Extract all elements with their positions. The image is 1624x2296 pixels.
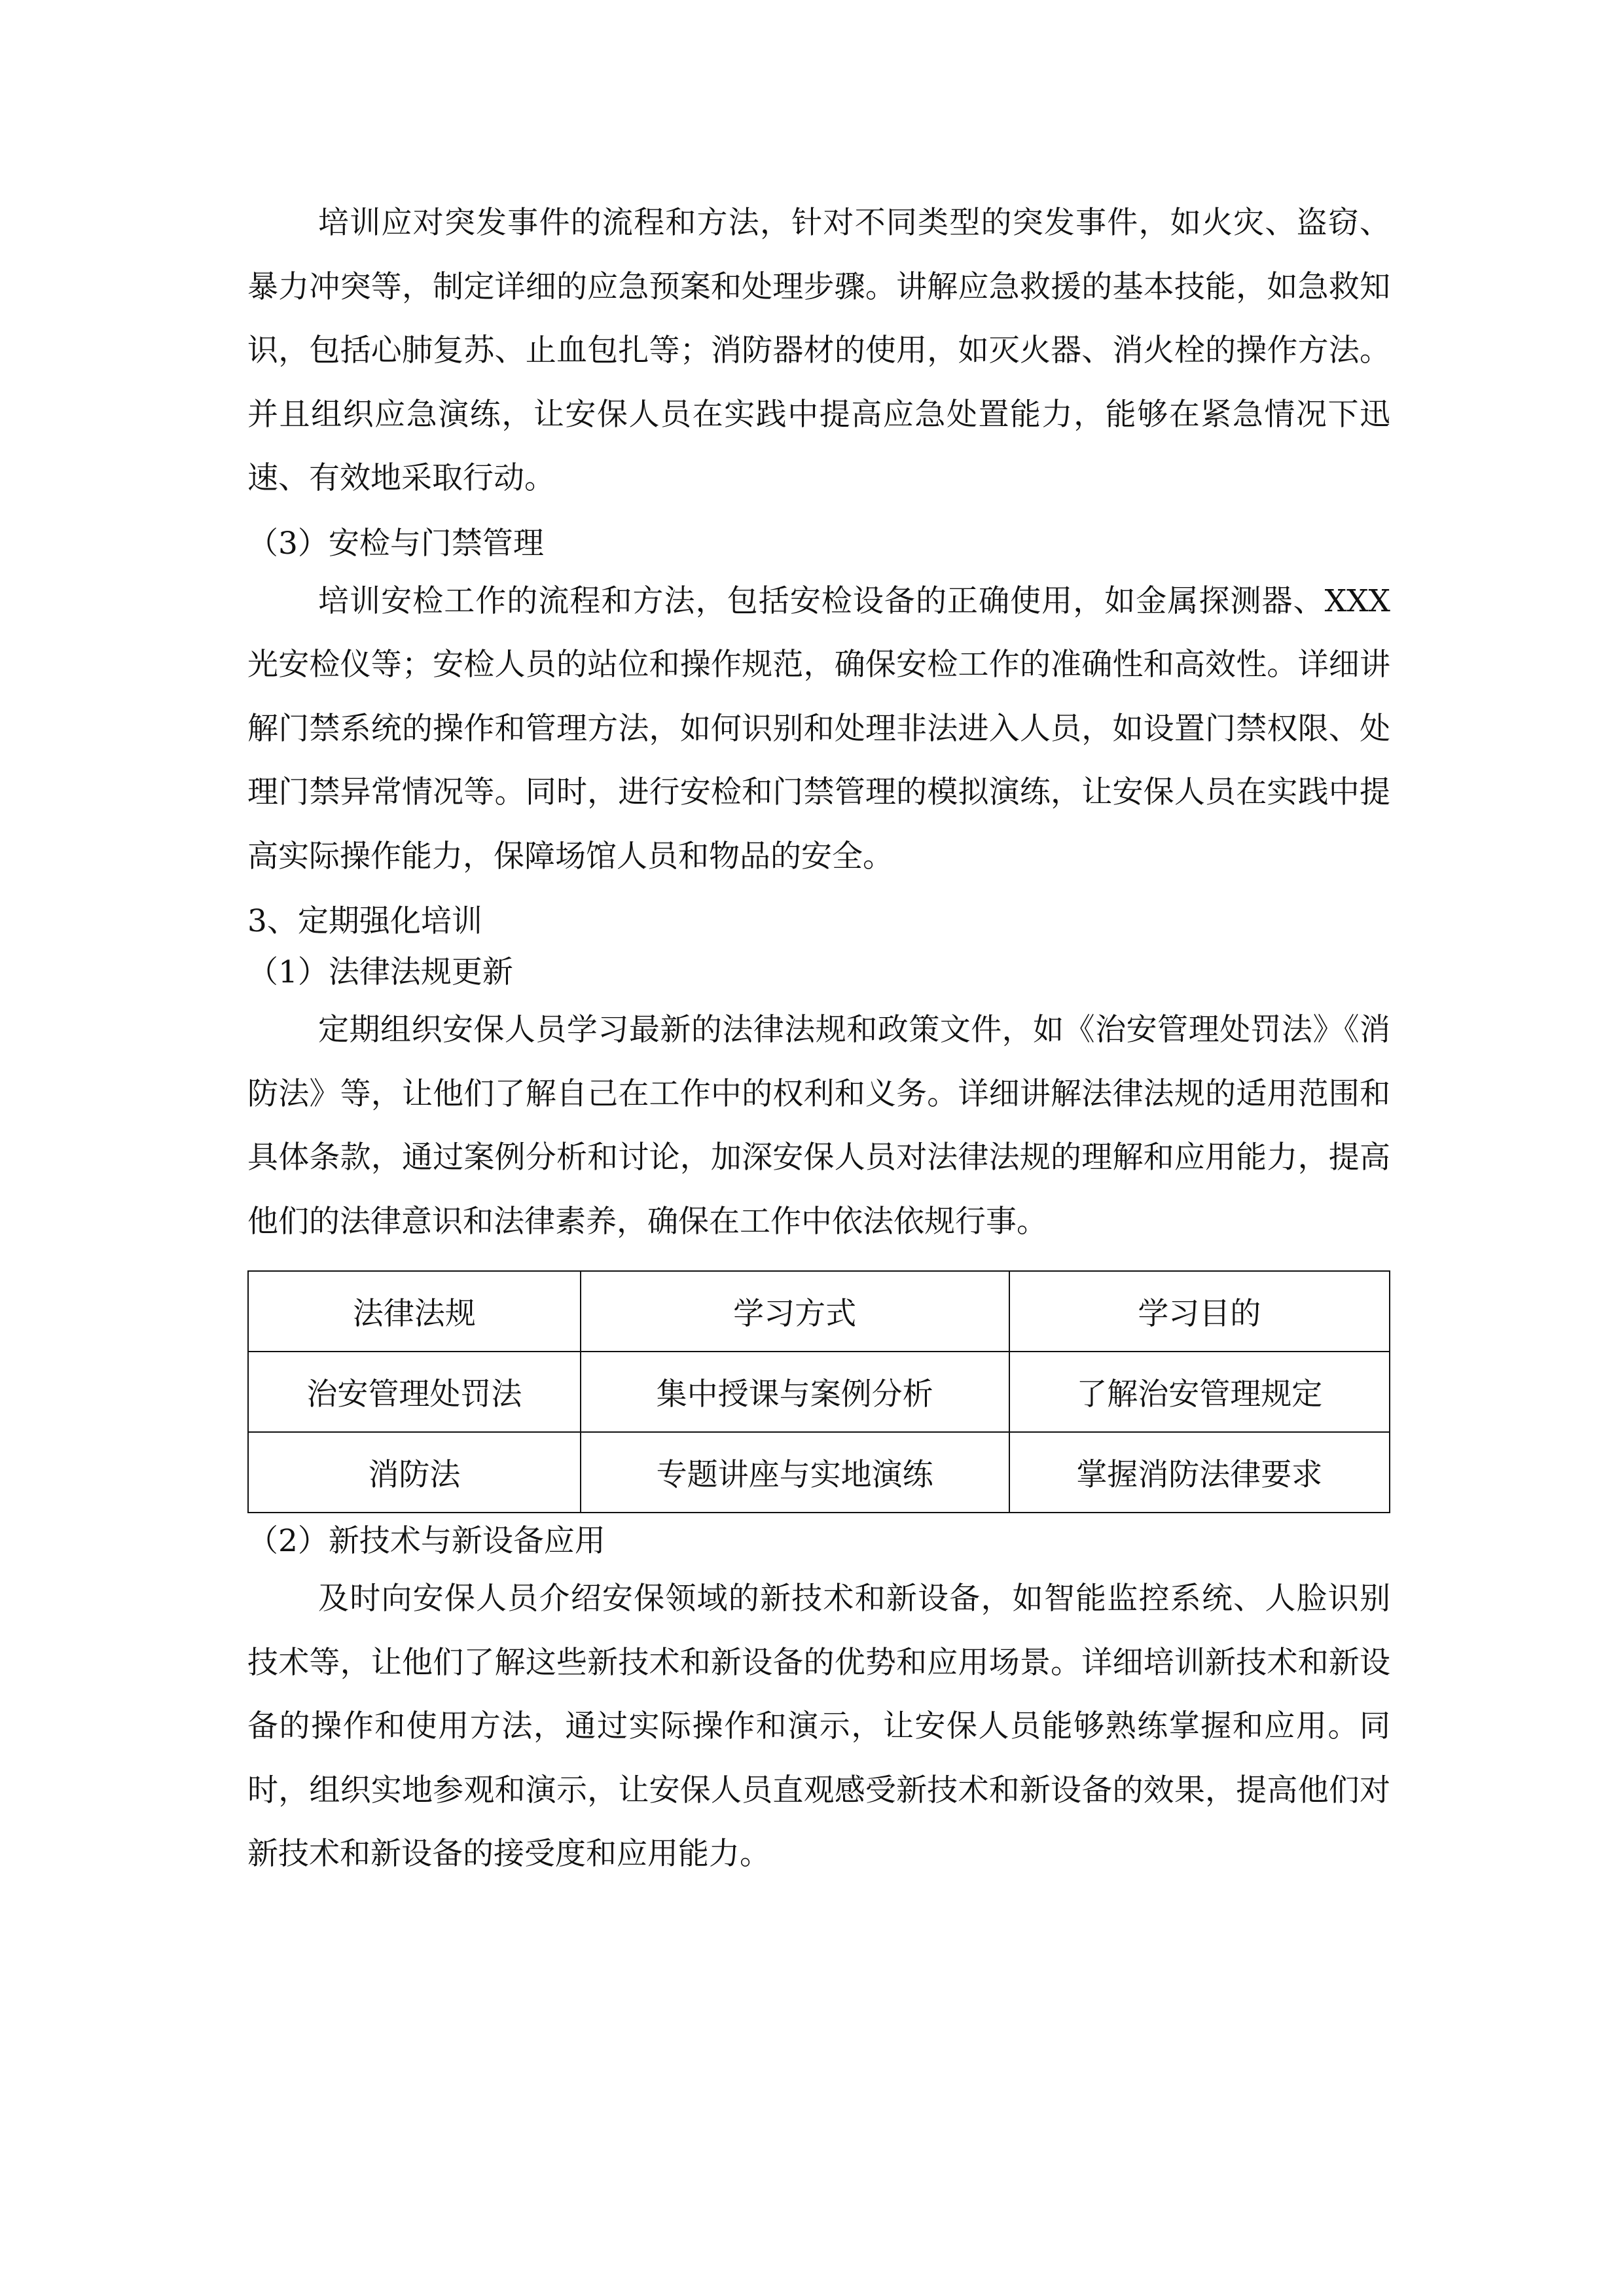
paragraph-new-tech: 及时向安保人员介绍安保领域的新技术和新设备，如智能监控系统、人脸识别技术等，让他们了解这些新技术和新设备的优势和应用场景。详细培训新技术和新设备的操作和使用方法，通过实际操作和演示，让安保人员能够熟练掌握和应用。同时，组织实地参观和演示，让安保人员直观感受新技术和新设备的效果，提高他们对新技术和新设备的接受度和应用能力。 bbox=[247, 1581, 1390, 1872]
paragraph-law-update: 定期组织安保人员学习最新的法律法规和政策文件，如《治安管理处罚法》《消防法》等，让他们了解自己在工作中的权利和义务。详细讲解法律法规的适用范围和具体条款，通过案例分析和讨论，加深安保人员对法律法规的理解和应用能力，提高他们的法律意识和法律素养，确保在工作中依法依规行事。 bbox=[247, 1012, 1390, 1240]
law-study-table bbox=[247, 1270, 1390, 1513]
table-header-cell: 学习方式 bbox=[581, 1271, 1009, 1352]
table-row bbox=[248, 1352, 1390, 1432]
table-cell: 掌握消防法律要求 bbox=[1009, 1432, 1390, 1513]
heading-new-tech: （2）新技术与新设备应用 bbox=[247, 1523, 605, 1559]
table-header-cell: 学习目的 bbox=[1009, 1271, 1390, 1352]
law-study-table-wrapper bbox=[247, 1270, 1390, 1513]
heading-law-update: （1）法律法规更新 bbox=[247, 954, 513, 990]
table-cell: 专题讲座与实地演练 bbox=[581, 1432, 1009, 1513]
heading-periodic-training: 3、定期强化培训 bbox=[247, 903, 482, 939]
table-cell: 了解治安管理规定 bbox=[1009, 1352, 1390, 1432]
table-cell: 消防法 bbox=[248, 1432, 581, 1513]
table-cell: 治安管理处罚法 bbox=[248, 1352, 581, 1432]
paragraph-security-check: 培训安检工作的流程和方法，包括安检设备的正确使用，如金属探测器、XXX 光安检仪等；安检人员的站位和操作规范，确保安检工作的准确性和高效性。详细讲解门禁系统的操作和管理方法，如何识别和处理非法进入人员，如设置门禁权限、处理门禁异常情况等。同时，进行安检和门禁管理的模拟演练，让安保人员在实践中提高实际操作能力，保障场馆人员和物品的安全。 bbox=[247, 583, 1390, 874]
paragraph-emergency-training: 培训应对突发事件的流程和方法，针对不同类型的突发事件，如火灾、盗窃、暴力冲突等，制定详细的应急预案和处理步骤。讲解应急救援的基本技能，如急救知识，包括心肺复苏、止血包扎等；消防器材的使用，如灭火器、消火栓的操作方法。并且组织应急演练，让安保人员在实践中提高应急处置能力，能够在紧急情况下迅速、有效地采取行动。 bbox=[247, 205, 1390, 496]
heading-security-check-access-control: （3）安检与门禁管理 bbox=[247, 525, 544, 562]
document-body bbox=[247, 191, 1390, 1886]
table-header-row bbox=[248, 1271, 1390, 1352]
table-header-cell: 法律法规 bbox=[248, 1271, 581, 1352]
table-cell: 集中授课与案例分析 bbox=[581, 1352, 1009, 1432]
table-row bbox=[248, 1432, 1390, 1513]
